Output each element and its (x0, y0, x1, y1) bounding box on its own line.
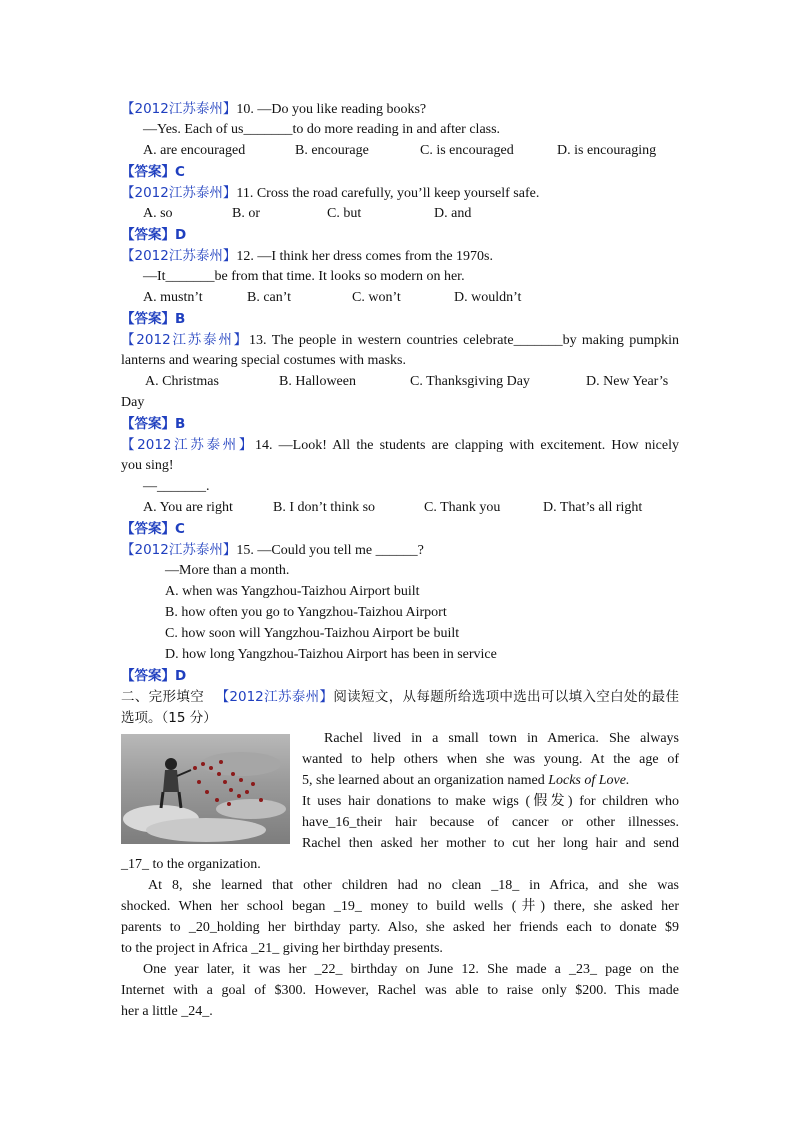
q13-text: 13. The people in western countries celebrate_______by making pumpkin (248, 333, 679, 348)
p3-line2: Internet with a goal of $300. However, Rachel was able to raise only $200. This made (121, 983, 679, 998)
q12-text: 12. —I think her dress comes from the 1970s. (236, 249, 493, 264)
p1-line2: wanted to help others when she was young. At the age of (302, 752, 679, 767)
source-tag: 【2012江苏泰州】 (121, 248, 237, 264)
q15-line2: —More than a month. (165, 563, 290, 578)
source-tag: 【2012江苏泰州】 (121, 332, 249, 348)
q15-option-c[interactable]: C. how soon will Yangzhou-Taizhou Airport be built (165, 626, 460, 641)
p3-line3: her a little _24_. (121, 1004, 213, 1019)
organization-name: Locks of Love. (548, 773, 630, 788)
q12-option-d[interactable]: D. wouldn’t (454, 290, 522, 305)
q14-option-b[interactable]: B. I don’t think so (273, 500, 376, 515)
q12-option-b[interactable]: B. can’t (247, 290, 292, 305)
cloze-heading (121, 688, 679, 707)
p2-line3: parents to _20_holding her birthday party. Also, she asked her friends each to donate $9 (121, 920, 679, 935)
q10-option-a[interactable]: A. are encouraged (143, 143, 246, 158)
answer-label: 【答案】 (121, 521, 175, 537)
q13-line3: Day (121, 395, 145, 410)
q10-line (121, 100, 426, 119)
q11-answer (121, 226, 186, 245)
q10-line2: —Yes. Each of us_______to do more reading in and after class. (143, 122, 501, 137)
answer-label: 【答案】 (121, 164, 175, 180)
q13-answer (121, 415, 185, 434)
answer-label: 【答案】 (121, 311, 175, 327)
source-tag: 【2012江苏泰州】 (215, 689, 334, 705)
q10-text: 10. —Do you like reading books? (236, 102, 427, 117)
answer-value: C (175, 521, 185, 537)
q10-answer (121, 163, 185, 182)
p1-line5: have_16_their hair because of cancer or other illnesses. (302, 815, 679, 830)
q14-option-c[interactable]: C. Thank you (424, 500, 501, 515)
q11-text: 11. Cross the road carefully, you’ll keep yourself safe. (236, 186, 540, 201)
story-illustration (121, 734, 290, 844)
q10-option-b[interactable]: B. encourage (295, 143, 369, 158)
source-tag: 【2012江苏泰州】 (121, 101, 237, 117)
p3-line1: One year later, it was her _22_ birthday on June 12. She made a _23_ page on the (143, 962, 679, 977)
q13-line (121, 331, 679, 350)
p1-line7: _17_ to the organization. (121, 857, 261, 872)
q14-option-d[interactable]: D. That’s all right (543, 500, 643, 515)
q15-line (121, 541, 424, 560)
p2-line2: shocked. When her school began _19_ money to build wells (井) there, she asked her (121, 899, 679, 914)
p2-line1: At 8, she learned that other children had no clean _18_ in Africa, and she was (148, 878, 679, 893)
q11-option-b[interactable]: B. or (232, 206, 260, 221)
q14-option-a[interactable]: A. You are right (143, 500, 233, 515)
q15-option-d[interactable]: D. how long Yangzhou-Taizhou Airport has been in service (165, 647, 497, 662)
p2-line4: to the project in Africa _21_ giving her birthday presents. (121, 941, 443, 956)
q15-text: 15. —Could you tell me ______? (236, 543, 424, 558)
q12-line (121, 247, 493, 266)
q11-option-d[interactable]: D. and (434, 206, 472, 221)
q14-answer (121, 520, 185, 539)
q13-option-d[interactable]: D. New Year’s (586, 374, 669, 389)
answer-value: D (175, 227, 187, 243)
q10-option-d[interactable]: D. is encouraging (557, 143, 657, 158)
source-tag: 【2012江苏泰州】 (121, 437, 256, 453)
p1-line3 (302, 772, 629, 790)
q10-option-c[interactable]: C. is encouraged (420, 143, 514, 158)
q11-option-c[interactable]: C. but (327, 206, 362, 221)
q12-line2: —It_______be from that time. It looks so modern on her. (143, 269, 465, 284)
q12-answer (121, 310, 185, 329)
q12-option-c[interactable]: C. won’t (352, 290, 401, 305)
p1-line3-text: 5, she learned about an organization named (302, 773, 545, 788)
q14-line2: you sing! (121, 458, 174, 473)
q14-line (121, 436, 679, 455)
q13-option-a[interactable]: A. Christmas (145, 374, 219, 389)
source-tag: 【2012江苏泰州】 (121, 542, 237, 558)
q14-text: 14. —Look! All the students are clapping with excitement. How nicely (255, 438, 680, 453)
q15-option-b[interactable]: B. how often you go to Yangzhou-Taizhou Airport (165, 605, 447, 620)
q14-line3: —_______. (143, 479, 210, 494)
p1-line1: Rachel lived in a small town in America. She always (324, 731, 679, 746)
p1-line4-text: It uses hair donations to make wigs (假发) for children who (302, 794, 679, 809)
q15-option-a[interactable]: A. when was Yangzhou-Taizhou Airport built (165, 584, 420, 599)
answer-value: C (175, 164, 185, 180)
q12-option-a[interactable]: A. mustn’t (143, 290, 203, 305)
answer-value: B (175, 416, 186, 432)
q11-line (121, 184, 539, 203)
p1-line4 (302, 793, 679, 811)
answer-label: 【答案】 (121, 227, 175, 243)
source-tag: 【2012江苏泰州】 (121, 185, 237, 201)
q11-option-a[interactable]: A. so (143, 206, 173, 221)
answer-label: 【答案】 (121, 416, 175, 432)
cloze-heading-prefix: 二、完形填空 (121, 689, 205, 705)
answer-value: B (175, 311, 186, 327)
p1-line6: Rachel then asked her mother to cut her long hair and send (302, 836, 679, 851)
cloze-heading-line2: 选项。（15 分） (121, 710, 217, 726)
q13-option-c[interactable]: C. Thanksgiving Day (410, 374, 530, 389)
q15-answer (121, 667, 186, 686)
q13-option-b[interactable]: B. Halloween (279, 374, 356, 389)
girl-with-hearts-image (121, 734, 290, 844)
answer-value: D (175, 668, 187, 684)
cloze-heading-text: 阅读短文，从每题所给选项中选出可以填入空白处的最佳 (333, 689, 680, 705)
answer-label: 【答案】 (121, 668, 175, 684)
q13-line2: lanterns and wearing special costumes with masks. (121, 353, 406, 368)
